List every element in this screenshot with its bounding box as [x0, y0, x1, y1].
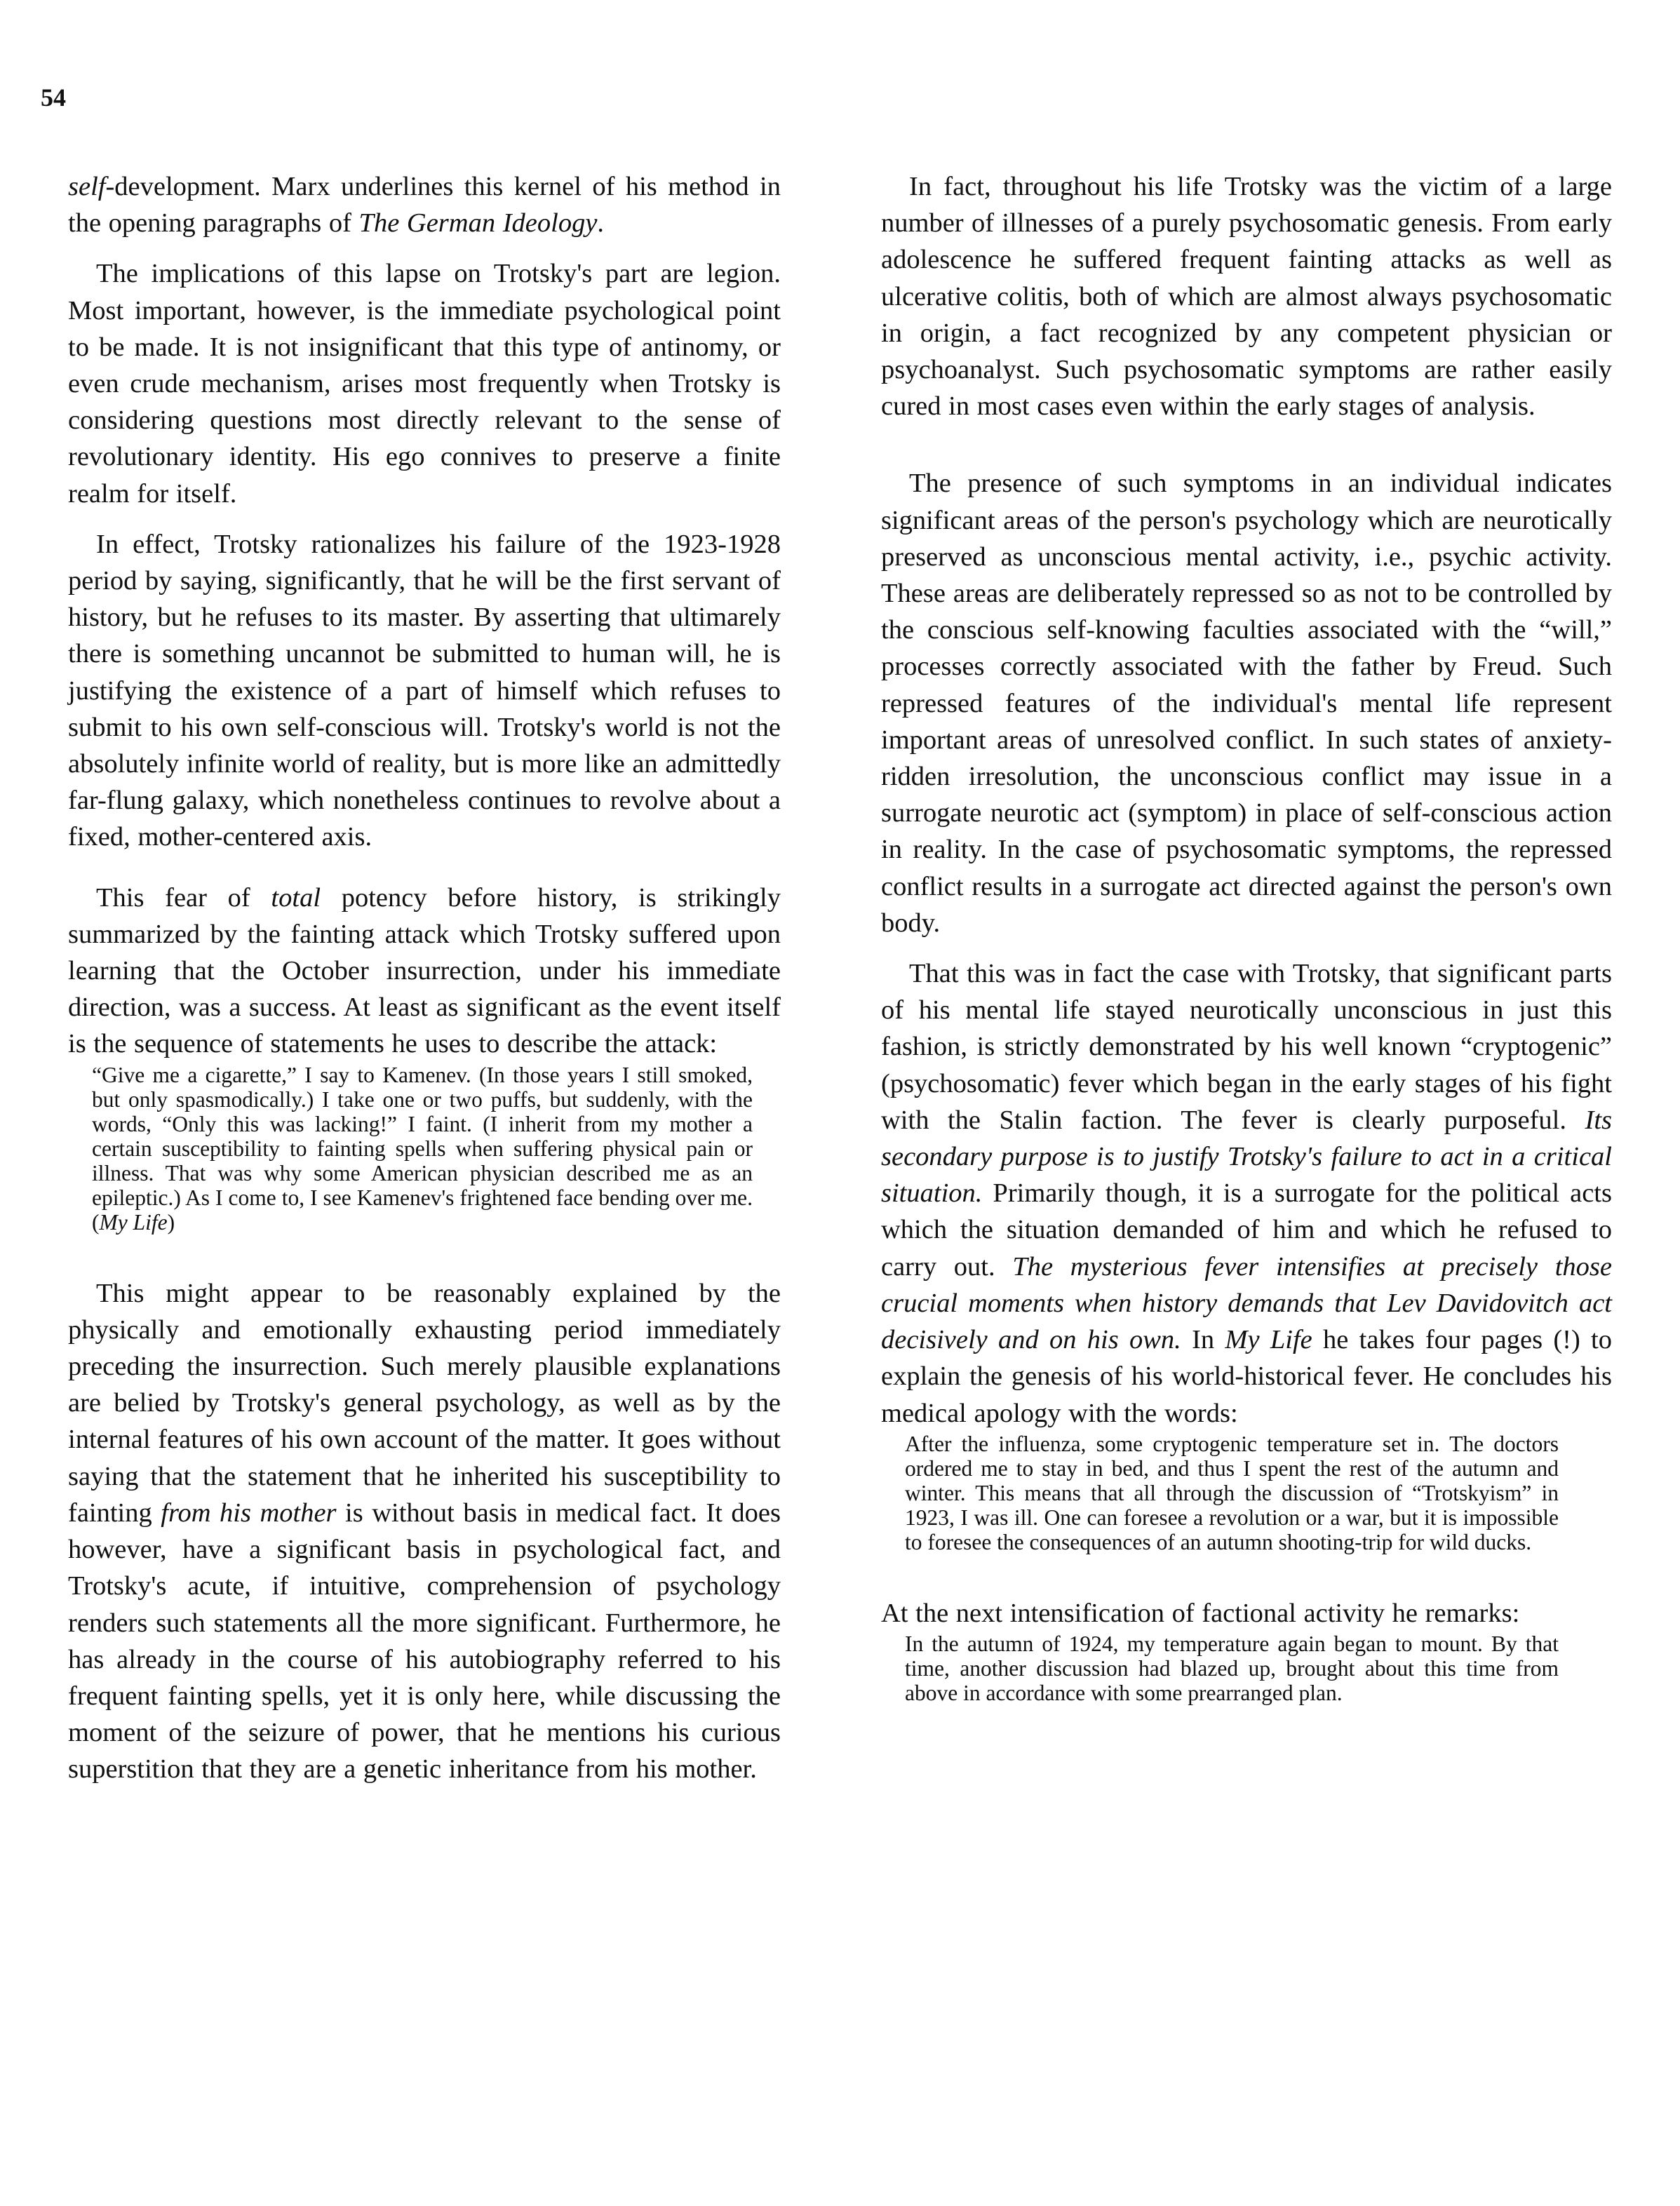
emphasis: self: [68, 172, 106, 201]
emphasis: total: [271, 882, 321, 913]
paragraph: [68, 1275, 781, 1788]
paragraph: [881, 955, 1612, 1432]
text-run: he takes four pages (!) to explain the genesis of his world-historical fever. He concludes his medical apology with the words:: [881, 1325, 1612, 1428]
book-title: My Life: [99, 1209, 168, 1235]
text-run: This fear of: [96, 882, 271, 913]
text-run: ): [167, 1209, 175, 1235]
emphasis: from his mother: [161, 1498, 337, 1528]
paragraph: At the next intensification of factional activity he remarks:: [881, 1598, 1520, 1628]
text-run: -development. Marx underlines this kernel of his method in the opening paragraphs of: [68, 172, 781, 238]
paragraph: [68, 880, 781, 1063]
emphasis: The mysterious fever intensifies at precisely those crucial moments when history demands that Lev Davidovitch act decisively and on his own.: [881, 1251, 1613, 1355]
right-column: [881, 168, 1612, 1705]
book-title: The German Ideology: [358, 208, 598, 238]
book-title: My Life: [1225, 1325, 1312, 1355]
page-number: 54: [41, 83, 66, 112]
text-run: potency before history, is strikingly summarized by the fainting attack which Trotsky suffered upon learning that the October insurrection, under his immediate direction, was a success. At least as significant as the event itself is the sequence of statements he uses to describe the attack:: [68, 882, 781, 1059]
emphasis: Its secondary purpose is to justify Trotsky's failure to act in a critical situation.: [881, 1105, 1612, 1209]
text-run: Primarily though, it is a surrogate for the political acts which the situation demanded of him and which he refused to carry out.: [881, 1178, 1612, 1282]
text-run: “Give me a cigarette,” I say to Kamenev. (In those years I still smoked, but only spasmodically.) I take one or two puffs, but suddenly, with the words, “Only this was lacking!” I faint. (I inherit from my mother a certain susceptibility to fainting spells when suffering physical pain or illness. That was why some American physician described me as an epileptic.) As I come to, I see Kamenev's frightened face bending over me. (: [92, 1062, 753, 1235]
paragraph: The presence of such symptoms in an individual indicates significant areas of the person's psychology which are neurotically preserved as unconscious mental activity, i.e., psychic activity. These areas are deliberately repressed so as not to be controlled by the conscious self-knowing faculties associated with the “will,” processes correctly associated with the father by Freud. Such repressed features of the individual's mental life represent important areas of unresolved conflict. In such states of anxiety-ridden irresolution, the unconscious conflict may issue in a surrogate neurotic act (symptom) in place of self-conscious action in reality. In the case of psychosomatic symptoms, the repressed conflict results in a surrogate act directed against the person's own body.: [881, 469, 1612, 938]
paragraph: In fact, throughout his life Trotsky was the victim of a large number of illnesses of a purely psychosomatic genesis. From early adolescence he suffered frequent fainting attacks as well as ulcerative colitis, both of which are almost always psychosomatic in origin, a fact recognized by any competent physician or psychoanalyst. Such psychosomatic symptoms are rather easily cured in most cases even within the early stages of analysis.: [881, 172, 1612, 422]
paragraph: In effect, Trotsky rationalizes his failure of the 1923-1928 period by saying, significantly, that he will be the first servant of history, but he refuses to its master. By asserting that ultimarely there is something uncannot be submitted to human will, he is justifying the existence of a part of himself which refuses to submit to his own self-conscious will. Trotsky's world is not the absolutely infinite world of reality, but is more like an admittedly far-flung galaxy, which nonetheless continues to revolve about a fixed, mother-centered axis.: [68, 529, 781, 852]
text-run: .: [597, 208, 605, 238]
left-column: [68, 168, 781, 1788]
text-run: This might appear to be reasonably explained by the physically and emotionally exhausting period immediately preceding the insurrection. Such merely plausible explanations are belied by Trotsky's general psychology, as well as by the internal features of his own account of the matter. It goes without saying that the statement that he inherited his susceptibility to fainting: [68, 1278, 781, 1528]
block-quote: After the influenza, some cryptogenic temperature set in. The doctors ordered me to stay in bed, and thus I spent the rest of the autumn and winter. This means that all through the discussion of “Trotskyism” in 1923, I was ill. One can foresee a revolution or a war, but it is impossible to foresee the consequences of an autumn shooting-trip for wild ducks.: [905, 1431, 1559, 1554]
block-quote: In the autumn of 1924, my temperature again began to mount. By that time, another discussion had blazed up, brought about this time from above in accordance with some prearranged plan.: [905, 1631, 1559, 1705]
paragraph: The implications of this lapse on Trotsky's part are legion. Most important, however, is the immediate psychological point to be made. It is not insignificant that this type of antinomy, or even crude mechanism, arises most frequently when Trotsky is considering questions most directly relevant to the sense of revolutionary identity. His ego connives to preserve a finite realm for itself.: [68, 259, 781, 509]
paragraph: [68, 168, 781, 241]
block-quote: [92, 1063, 753, 1235]
text-run: is without basis in medical fact. It does however, have a significant basis in psychological fact, and Trotsky's acute, if intuitive, comprehension of psychology renders such statements all the more significant. Furthermore, he has already in the course of his autobiography referred to his frequent fainting spells, yet it is only here, while discussing the moment of the seizure of power, that he mentions his curious superstition that they are a genetic inheritance from his mother.: [68, 1498, 781, 1784]
text-run: In: [1181, 1325, 1225, 1355]
text-run: That this was in fact the case with Trotsky, that significant parts of his mental life stayed neurotically unconscious in just this fashion, is strictly demonstrated by his well known “cryptogenic” (psychosomatic) fever which began in the early stages of his fight with the Stalin faction. The fever is clearly purposeful.: [881, 959, 1612, 1135]
